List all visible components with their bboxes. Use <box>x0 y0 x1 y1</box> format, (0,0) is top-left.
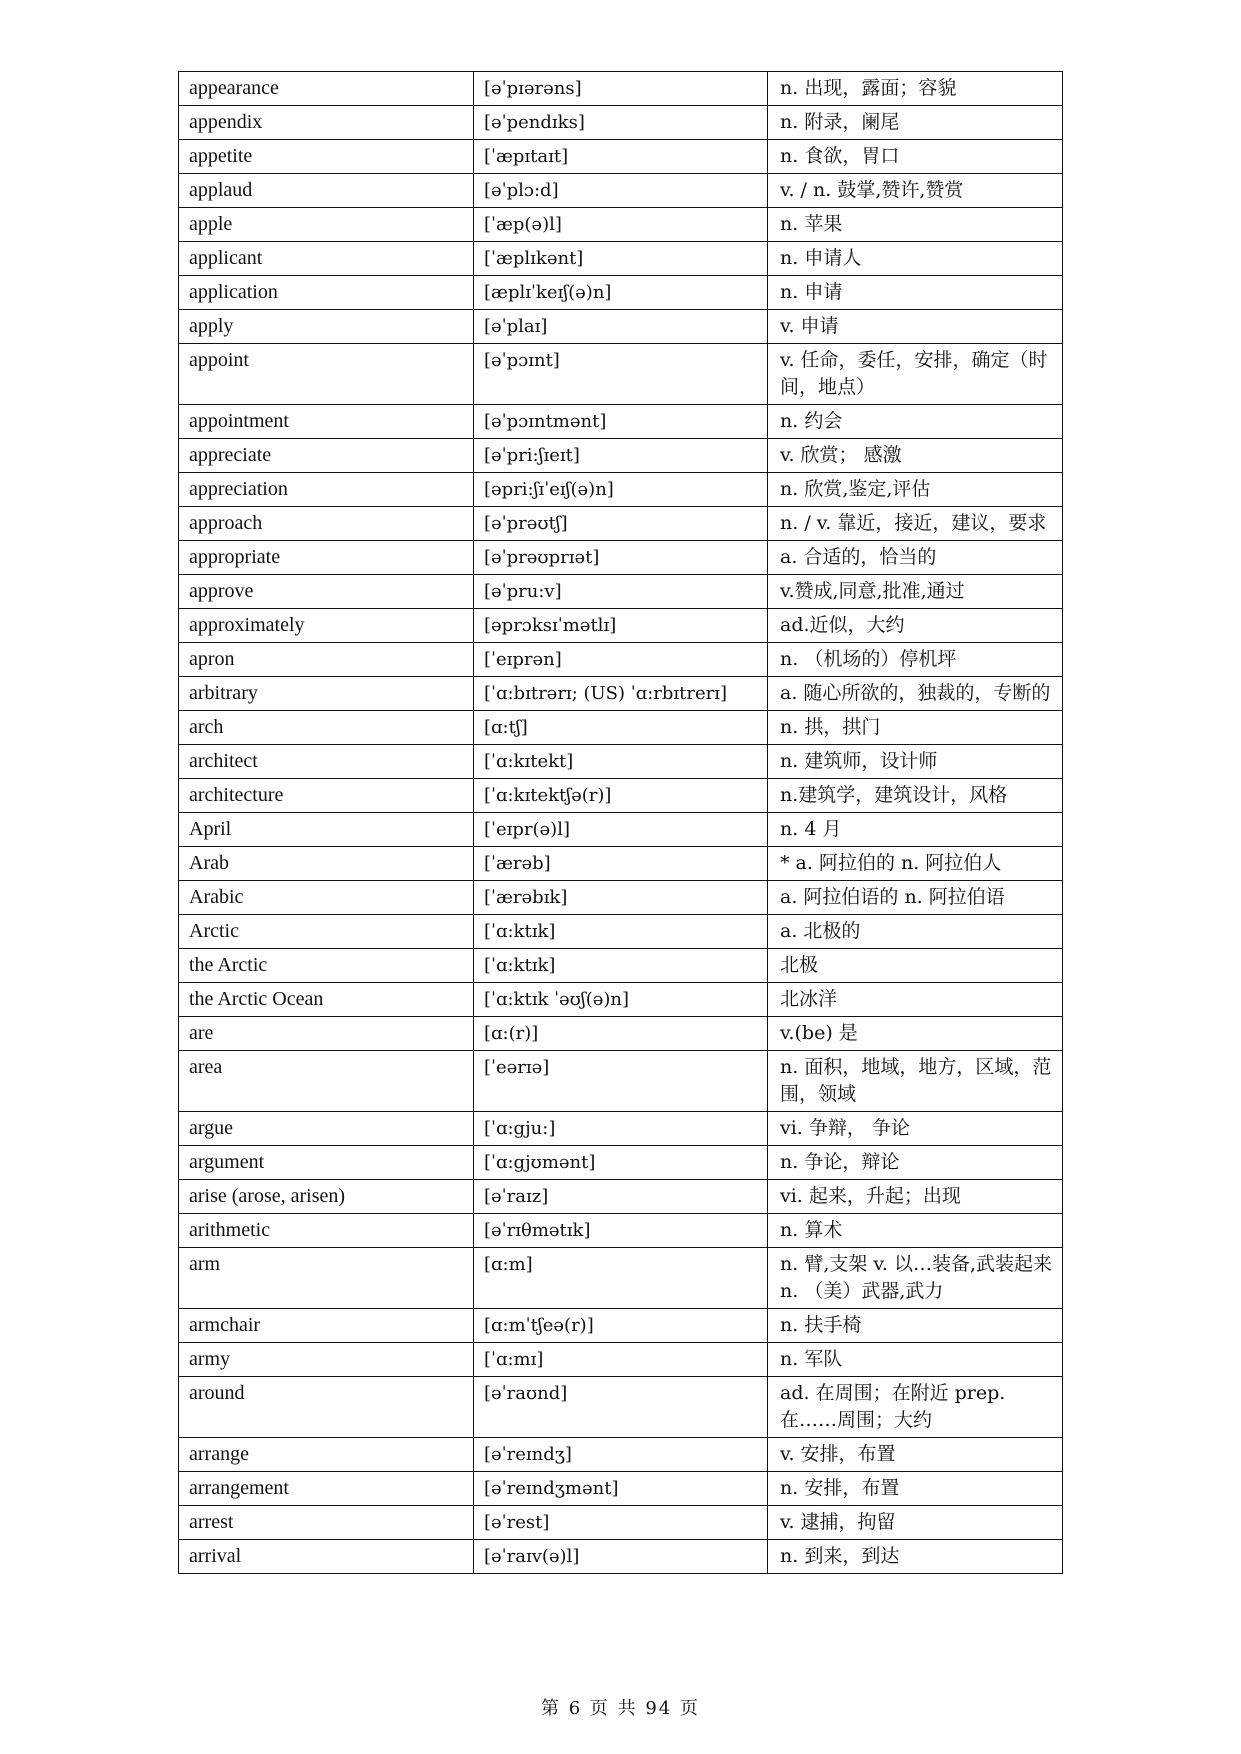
word-cell: argue <box>179 1112 474 1146</box>
phonetic-cell: [əˈreɪndʒ] <box>474 1438 768 1472</box>
word-cell: approach <box>179 507 474 541</box>
word-cell: apple <box>179 208 474 242</box>
word-cell: Arab <box>179 847 474 881</box>
table-row <box>179 1377 1063 1438</box>
table-row <box>179 745 1063 779</box>
meaning-cell: v. 欣赏； 感激 <box>768 439 1063 473</box>
meaning-cell: n. 出现，露面；容貌 <box>768 72 1063 106</box>
meaning-cell: * a. 阿拉伯的 n. 阿拉伯人 <box>768 847 1063 881</box>
table-row <box>179 1248 1063 1309</box>
phonetic-cell: [ˈæpɪtaɪt] <box>474 140 768 174</box>
word-cell: armchair <box>179 1309 474 1343</box>
word-cell: are <box>179 1017 474 1051</box>
word-cell: approve <box>179 575 474 609</box>
phonetic-cell: [ɑ:(r)] <box>474 1017 768 1051</box>
phonetic-cell: [əˈraɪz] <box>474 1180 768 1214</box>
table-row <box>179 174 1063 208</box>
table-row <box>179 541 1063 575</box>
meaning-cell: n. 军队 <box>768 1343 1063 1377</box>
table-row <box>179 677 1063 711</box>
phonetic-cell: [əˈreɪndʒmənt] <box>474 1472 768 1506</box>
meaning-cell: n. 算术 <box>768 1214 1063 1248</box>
phonetic-cell: [əˈprəʊtʃ] <box>474 507 768 541</box>
word-cell: arrangement <box>179 1472 474 1506</box>
table-row <box>179 1309 1063 1343</box>
meaning-cell: v. 逮捕，拘留 <box>768 1506 1063 1540</box>
phonetic-cell: [ˈeərɪə] <box>474 1051 768 1112</box>
table-row <box>179 1438 1063 1472</box>
meaning-cell: n. 欣赏,鉴定,评估 <box>768 473 1063 507</box>
phonetic-cell: [ˈeɪprən] <box>474 643 768 677</box>
word-cell: architecture <box>179 779 474 813</box>
meaning-cell: n. 约会 <box>768 405 1063 439</box>
phonetic-cell: [ˈɑ:mɪ] <box>474 1343 768 1377</box>
word-cell: Arabic <box>179 881 474 915</box>
table-row <box>179 847 1063 881</box>
meaning-cell: 北冰洋 <box>768 983 1063 1017</box>
table-row <box>179 881 1063 915</box>
phonetic-cell: [əˈplaɪ] <box>474 310 768 344</box>
word-cell: army <box>179 1343 474 1377</box>
word-cell: apply <box>179 310 474 344</box>
phonetic-cell: [əˈrɪθmətɪk] <box>474 1214 768 1248</box>
phonetic-cell: [ˈɑ:gjʊmənt] <box>474 1146 768 1180</box>
meaning-cell: ad.近似，大约 <box>768 609 1063 643</box>
table-row <box>179 106 1063 140</box>
table-row <box>179 1472 1063 1506</box>
word-cell: Arctic <box>179 915 474 949</box>
phonetic-cell: [əˈplɔ:d] <box>474 174 768 208</box>
meaning-cell: n. （机场的）停机坪 <box>768 643 1063 677</box>
word-cell: appreciation <box>179 473 474 507</box>
word-cell: arbitrary <box>179 677 474 711</box>
table-row <box>179 1051 1063 1112</box>
word-cell: arch <box>179 711 474 745</box>
meaning-cell: ad. 在周围；在附近 prep. 在……周围；大约 <box>768 1377 1063 1438</box>
meaning-cell: a. 阿拉伯语的 n. 阿拉伯语 <box>768 881 1063 915</box>
table-row <box>179 1112 1063 1146</box>
phonetic-cell: [ˈɑ:ktɪk] <box>474 949 768 983</box>
phonetic-cell: [ɑ:mˈtʃeə(r)] <box>474 1309 768 1343</box>
phonetic-cell: [əˈraɪv(ə)l] <box>474 1540 768 1574</box>
meaning-cell: n. 苹果 <box>768 208 1063 242</box>
table-row <box>179 1214 1063 1248</box>
meaning-cell: n. 申请 <box>768 276 1063 310</box>
phonetic-cell: [əprɔksɪˈmətlɪ] <box>474 609 768 643</box>
word-cell: appendix <box>179 106 474 140</box>
table-row <box>179 1180 1063 1214</box>
word-cell: arrival <box>179 1540 474 1574</box>
table-row <box>179 609 1063 643</box>
meaning-cell: n. 4 月 <box>768 813 1063 847</box>
table-row <box>179 813 1063 847</box>
table-row <box>179 711 1063 745</box>
word-cell: approximately <box>179 609 474 643</box>
meaning-cell: a. 随心所欲的，独裁的，专断的 <box>768 677 1063 711</box>
word-cell: arrange <box>179 1438 474 1472</box>
word-cell: appoint <box>179 344 474 405</box>
phonetic-cell: [əˈpri:ʃɪeɪt] <box>474 439 768 473</box>
table-row <box>179 575 1063 609</box>
phonetic-cell: [ˈɑ:kɪtektʃə(r)] <box>474 779 768 813</box>
table-row <box>179 643 1063 677</box>
meaning-cell: a. 北极的 <box>768 915 1063 949</box>
word-cell: arise (arose, arisen) <box>179 1180 474 1214</box>
phonetic-cell: [əˈpɔɪnt] <box>474 344 768 405</box>
phonetic-cell: [ɑ:m] <box>474 1248 768 1309</box>
vocabulary-table <box>178 71 1063 1574</box>
phonetic-cell: [ˈæplɪkənt] <box>474 242 768 276</box>
meaning-cell: n. 建筑师，设计师 <box>768 745 1063 779</box>
table-row <box>179 915 1063 949</box>
page-footer: 第 6 页 共 94 页 <box>541 1698 700 1719</box>
word-cell: applaud <box>179 174 474 208</box>
table-row <box>179 1343 1063 1377</box>
table-row <box>179 310 1063 344</box>
word-cell: the Arctic Ocean <box>179 983 474 1017</box>
meaning-cell: n. 面积，地域，地方，区域，范围，领域 <box>768 1051 1063 1112</box>
meaning-cell: n. 申请人 <box>768 242 1063 276</box>
meaning-cell: v. 申请 <box>768 310 1063 344</box>
phonetic-cell: [ˈærəbɪk] <box>474 881 768 915</box>
phonetic-cell: [ˈɑ:kɪtekt] <box>474 745 768 779</box>
phonetic-cell: [əˈprəʊprɪət] <box>474 541 768 575</box>
table-row <box>179 344 1063 405</box>
phonetic-cell: [ˈæp(ə)l] <box>474 208 768 242</box>
meaning-cell: n. 臂,支架 v. 以…装备,武装起来 n. （美）武器,武力 <box>768 1248 1063 1309</box>
table-row <box>179 1506 1063 1540</box>
word-cell: arm <box>179 1248 474 1309</box>
phonetic-cell: [əpri:ʃɪˈeɪʃ(ə)n] <box>474 473 768 507</box>
phonetic-cell: [əˈrest] <box>474 1506 768 1540</box>
vocabulary-table-body <box>179 72 1063 1574</box>
meaning-cell: n. 扶手椅 <box>768 1309 1063 1343</box>
word-cell: around <box>179 1377 474 1438</box>
table-row <box>179 405 1063 439</box>
phonetic-cell: [ˈɑ:ktɪk ˈəʊʃ(ə)n] <box>474 983 768 1017</box>
table-row <box>179 72 1063 106</box>
meaning-cell: a. 合适的，恰当的 <box>768 541 1063 575</box>
table-row <box>179 507 1063 541</box>
word-cell: application <box>179 276 474 310</box>
phonetic-cell: [əˈpɪərəns] <box>474 72 768 106</box>
word-cell: the Arctic <box>179 949 474 983</box>
table-row <box>179 276 1063 310</box>
meaning-cell: n. 拱，拱门 <box>768 711 1063 745</box>
word-cell: argument <box>179 1146 474 1180</box>
table-row <box>179 1540 1063 1574</box>
meaning-cell: n. 附录，阑尾 <box>768 106 1063 140</box>
word-cell: appreciate <box>179 439 474 473</box>
phonetic-cell: [ˈeɪpr(ə)l] <box>474 813 768 847</box>
table-row <box>179 779 1063 813</box>
meaning-cell: n. 安排，布置 <box>768 1472 1063 1506</box>
word-cell: applicant <box>179 242 474 276</box>
meaning-cell: v. 任命，委任，安排，确定（时间，地点） <box>768 344 1063 405</box>
meaning-cell: n. 争论，辩论 <box>768 1146 1063 1180</box>
word-cell: appointment <box>179 405 474 439</box>
word-cell: arrest <box>179 1506 474 1540</box>
table-row <box>179 140 1063 174</box>
meaning-cell: n. 食欲，胃口 <box>768 140 1063 174</box>
phonetic-cell: [ˈærəb] <box>474 847 768 881</box>
word-cell: April <box>179 813 474 847</box>
word-cell: appearance <box>179 72 474 106</box>
word-cell: appetite <box>179 140 474 174</box>
phonetic-cell: [əˈraʊnd] <box>474 1377 768 1438</box>
phonetic-cell: [əˈpru:v] <box>474 575 768 609</box>
phonetic-cell: [ɑ:tʃ] <box>474 711 768 745</box>
word-cell: appropriate <box>179 541 474 575</box>
phonetic-cell: [ˈɑ:ktɪk] <box>474 915 768 949</box>
meaning-cell: v. / n. 鼓掌,赞许,赞赏 <box>768 174 1063 208</box>
word-cell: arithmetic <box>179 1214 474 1248</box>
word-cell: architect <box>179 745 474 779</box>
meaning-cell: 北极 <box>768 949 1063 983</box>
word-cell: apron <box>179 643 474 677</box>
table-row <box>179 439 1063 473</box>
table-row <box>179 242 1063 276</box>
table-row <box>179 1146 1063 1180</box>
meaning-cell: vi. 争辩， 争论 <box>768 1112 1063 1146</box>
phonetic-cell: [əˈpendɪks] <box>474 106 768 140</box>
table-row <box>179 949 1063 983</box>
meaning-cell: vi. 起来，升起；出现 <box>768 1180 1063 1214</box>
phonetic-cell: [ˈɑ:gju:] <box>474 1112 768 1146</box>
word-cell: area <box>179 1051 474 1112</box>
table-row <box>179 208 1063 242</box>
meaning-cell: v. 安排，布置 <box>768 1438 1063 1472</box>
meaning-cell: v.赞成,同意,批准,通过 <box>768 575 1063 609</box>
meaning-cell: n.建筑学，建筑设计，风格 <box>768 779 1063 813</box>
phonetic-cell: [əˈpɔɪntmənt] <box>474 405 768 439</box>
table-row <box>179 473 1063 507</box>
phonetic-cell: [æplɪˈkeɪʃ(ə)n] <box>474 276 768 310</box>
table-row <box>179 983 1063 1017</box>
phonetic-cell: [ˈɑ:bɪtrərɪ; (US) ˈɑ:rbɪtrerɪ] <box>474 677 768 711</box>
table-row <box>179 1017 1063 1051</box>
meaning-cell: n. 到来，到达 <box>768 1540 1063 1574</box>
meaning-cell: v.(be) 是 <box>768 1017 1063 1051</box>
meaning-cell: n. / v. 靠近，接近，建议，要求 <box>768 507 1063 541</box>
